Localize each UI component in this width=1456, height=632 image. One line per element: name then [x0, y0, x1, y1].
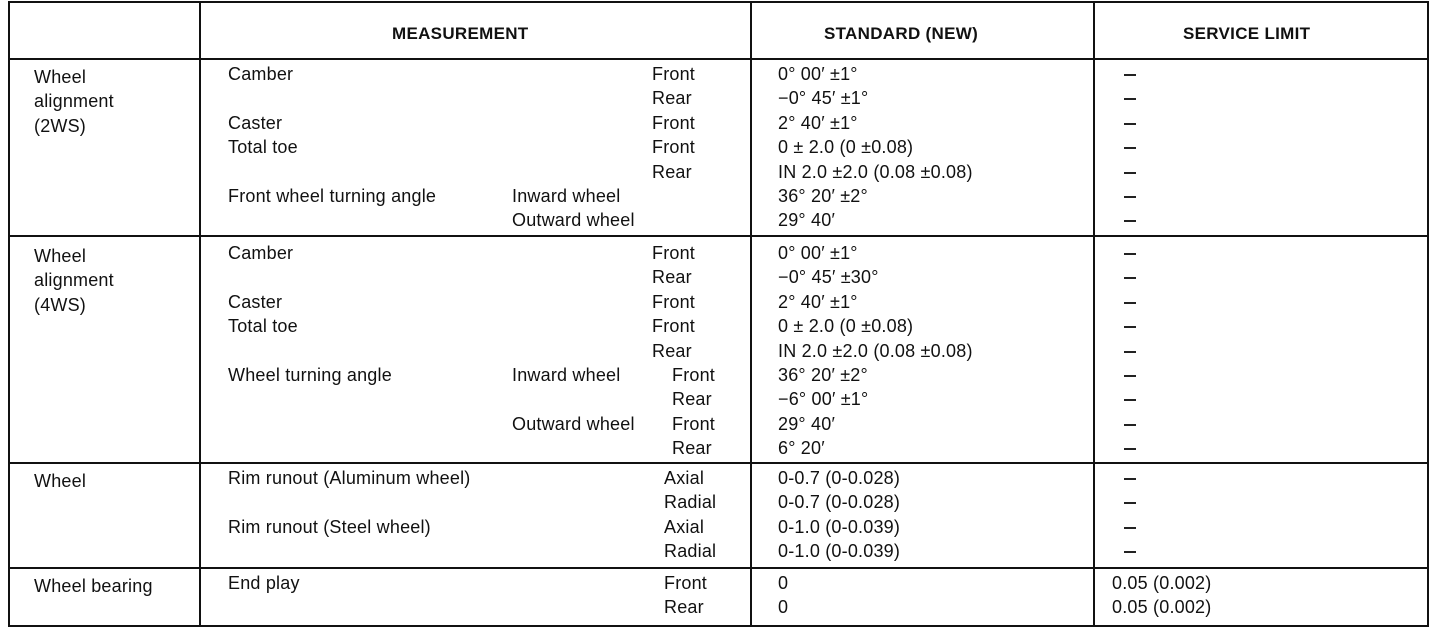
measurement-position: Radial [664, 541, 717, 562]
measurement-subitem: Outward wheel [512, 210, 635, 231]
measurement-position: Radial [664, 492, 717, 513]
group-label: Wheel bearing [34, 576, 153, 596]
table-border-right [1427, 1, 1429, 627]
standard-value: 2° 40′ ±1° [778, 112, 858, 133]
measurement-item: Rim runout (Aluminum wheel) [228, 468, 471, 488]
measurement-subitem: Inward wheel [512, 186, 621, 206]
standard-value: 0° 00′ ±1° [778, 64, 858, 84]
group-label: Wheel [34, 67, 87, 87]
service-limit-dash [1124, 351, 1136, 353]
measurement-item: Camber [228, 64, 294, 84]
measurement-position: Rear [652, 267, 692, 288]
measurement-position: Rear [664, 597, 704, 618]
measurement-position: Rear [652, 340, 692, 361]
header-measurement: MEASUREMENT [392, 24, 529, 43]
measurement-position: Axial [664, 516, 705, 537]
measurement-position: Rear [652, 161, 692, 182]
measurement-position: Front [664, 573, 708, 593]
service-limit-dash [1124, 172, 1136, 174]
table-border-bottom [8, 625, 1429, 627]
table-border-left [8, 1, 10, 627]
section-divider [8, 235, 1429, 237]
service-limit-dash [1124, 448, 1136, 450]
service-limit-dash [1124, 123, 1136, 125]
service-limit-dash [1124, 551, 1136, 553]
header-service-limit: SERVICE LIMIT [1183, 24, 1311, 43]
header-divider [8, 58, 1429, 60]
service-limit-value: 0.05 (0.002) [1112, 573, 1212, 593]
column-divider [1093, 1, 1095, 627]
measurement-subitem: Outward wheel [512, 413, 635, 434]
measurement-item: Total toe [228, 137, 298, 158]
measurement-position: Front [652, 316, 696, 337]
service-limit-dash [1124, 527, 1136, 529]
service-limit-dash [1124, 277, 1136, 279]
measurement-position: Rear [672, 438, 712, 459]
group-label: (4WS) [34, 294, 86, 315]
service-limit-dash [1124, 478, 1136, 480]
service-limit-dash [1124, 302, 1136, 304]
standard-value: 29° 40′ [778, 413, 836, 434]
measurement-item: Caster [228, 291, 283, 312]
standard-value: 0-0.7 (0-0.028) [778, 492, 901, 513]
group-label: alignment [34, 91, 114, 112]
section-divider [8, 462, 1429, 464]
service-limit-dash [1124, 253, 1136, 255]
standard-value: 0 [778, 573, 789, 593]
measurement-item: Total toe [228, 316, 298, 337]
standard-value: −0° 45′ ±30° [778, 267, 879, 288]
service-limit-dash [1124, 399, 1136, 401]
service-limit-dash [1124, 502, 1136, 504]
standard-value: 36° 20′ ±2° [778, 186, 868, 206]
measurement-position: Front [652, 291, 696, 312]
standard-value: 0 ± 2.0 (0 ±0.08) [778, 137, 914, 158]
column-divider [750, 1, 752, 627]
service-limit-dash [1124, 220, 1136, 222]
measurement-position: Rear [652, 88, 692, 109]
standard-value: −0° 45′ ±1° [778, 88, 869, 109]
measurement-position: Axial [664, 468, 705, 488]
standard-value: 0 ± 2.0 (0 ±0.08) [778, 316, 914, 337]
measurement-position: Front [652, 64, 696, 84]
service-limit-dash [1124, 196, 1136, 198]
measurement-item: Front wheel turning angle [228, 186, 437, 206]
group-label: Wheel [34, 471, 87, 491]
measurement-item: Caster [228, 112, 283, 133]
service-limit-dash [1124, 74, 1136, 76]
standard-value: 0-1.0 (0-0.039) [778, 516, 901, 537]
group-label: (2WS) [34, 115, 86, 136]
standard-value: IN 2.0 ±2.0 (0.08 ±0.08) [778, 340, 973, 361]
group-label: Wheel [34, 246, 87, 266]
table-border-top [8, 1, 1429, 3]
service-limit-value: 0.05 (0.002) [1112, 597, 1212, 618]
measurement-position: Front [652, 137, 696, 158]
measurement-item: Camber [228, 243, 294, 263]
measurement-position: Front [652, 243, 696, 263]
header-standard: STANDARD (NEW) [824, 24, 979, 43]
measurement-position: Front [652, 112, 696, 133]
section-divider [8, 567, 1429, 569]
service-limit-dash [1124, 326, 1136, 328]
service-limit-dash [1124, 424, 1136, 426]
standard-value: 0 [778, 597, 789, 618]
standard-value: −6° 00′ ±1° [778, 389, 869, 410]
measurement-subitem: Inward wheel [512, 365, 621, 385]
standard-value: 2° 40′ ±1° [778, 291, 858, 312]
standard-value: 0° 00′ ±1° [778, 243, 858, 263]
standard-value: 36° 20′ ±2° [778, 365, 868, 385]
measurement-item: Rim runout (Steel wheel) [228, 516, 431, 537]
measurement-position: Rear [672, 389, 712, 410]
standard-value: 0-1.0 (0-0.039) [778, 541, 901, 562]
measurement-item: Wheel turning angle [228, 365, 392, 385]
service-limit-dash [1124, 147, 1136, 149]
column-divider [199, 1, 201, 627]
service-limit-dash [1124, 98, 1136, 100]
standard-value: 0-0.7 (0-0.028) [778, 468, 901, 488]
service-limit-dash [1124, 375, 1136, 377]
measurement-position: Front [672, 413, 716, 434]
standard-value: 6° 20′ [778, 438, 825, 459]
measurement-item: End play [228, 573, 300, 593]
measurement-position: Front [672, 365, 716, 385]
standard-value: 29° 40′ [778, 210, 836, 231]
group-label: alignment [34, 270, 114, 291]
standard-value: IN 2.0 ±2.0 (0.08 ±0.08) [778, 161, 973, 182]
